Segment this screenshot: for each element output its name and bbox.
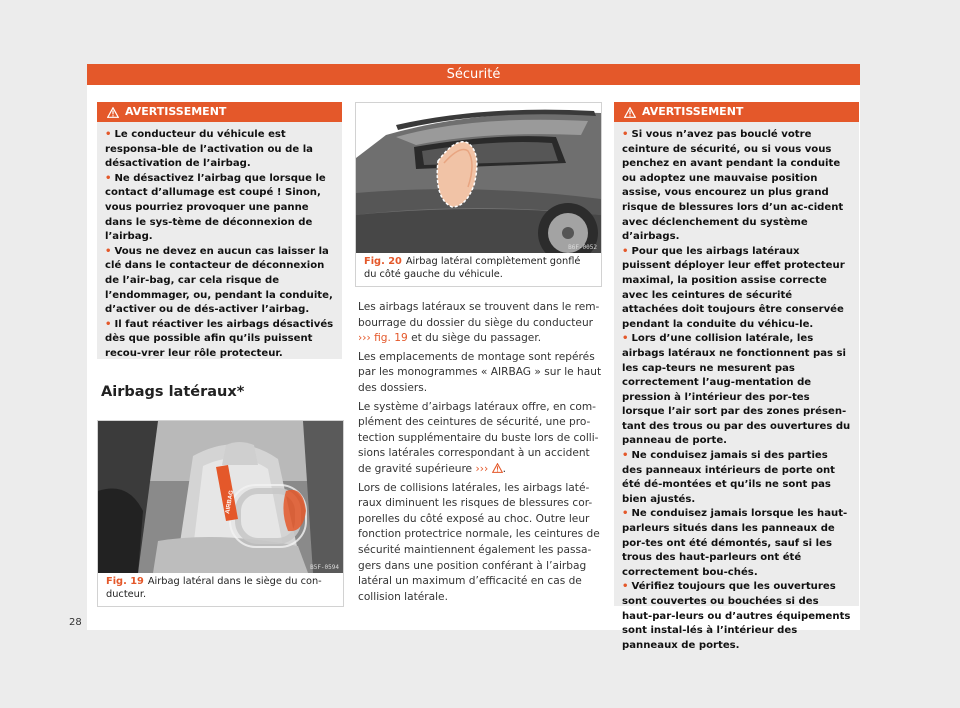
- warning-box-right: [614, 102, 859, 651]
- figure-code: B6F-0052: [568, 244, 597, 251]
- warning-header: [97, 102, 342, 122]
- figure-code: B5F-0594: [310, 564, 339, 571]
- warning-title: AVERTISSEMENT: [125, 105, 227, 118]
- body-text: [358, 300, 603, 608]
- car-side-airbag-photo: [356, 103, 601, 253]
- caption-text: Airbag latéral dans le siège du con-ducteur.: [106, 576, 322, 600]
- figure-caption: [364, 256, 595, 281]
- warning-item: • Ne conduisez jamais si des parties des panneaux intérieurs de porte ont été dé-montées et qu’ils ne sont pas bien ajustés.: [622, 450, 836, 505]
- warning-item: • Ne désactivez l’airbag que lorsque le contact d’allumage est coupé ! Sinon, vous pourriez provoquer une panne dans le sys-tème de déconnexion de l’airbag.: [105, 172, 326, 243]
- figure-number: Fig. 19: [106, 576, 144, 587]
- figure-number: Fig. 20: [364, 256, 402, 267]
- section-title: Airbags latéraux*: [101, 384, 245, 400]
- figure-19: [97, 420, 344, 607]
- seat-airbag-photo: [98, 421, 343, 573]
- caption-text: Airbag latéral complètement gonflé du côté gauche du véhicule.: [364, 256, 581, 280]
- paragraph: Lors de collisions latérales, les airbags laté-raux diminuent les risques de blessures cor-porelles du côté exposé au choc. Outre leur fonction protectrice normale, les ceintures de sécurité maintiennent également les passa-gers dans une position conférant à l’airbag latéral un maximum d’efficacité en cas de collision latérale.: [358, 481, 600, 603]
- warning-item: • Vérifiez toujours que les ouvertures sont couvertes ou bouchées si des haut-par-leurs ou d’autres équipements sont instal-lés à l’intérieur des panneaux de portes.: [622, 581, 851, 651]
- warning-reference-icon[interactable]: [492, 463, 503, 473]
- warning-list: [614, 122, 859, 653]
- warning-item: • Pour que les airbags latéraux puissent déployer leur effet protecteur maximal, la position assise correcte avec les ceintures de sécurité attachées doit toujours être conservée pendant la conduite du véhicu-le.: [622, 245, 845, 330]
- page-header: Sécurité: [87, 64, 860, 85]
- warning-item: • Lors d’une collision latérale, les airbags latéraux ne fonctionnent pas si les cap-teurs ne mesurent pas correctement l’aug-mentation de pression à l’intérieur des por-tes lorsque l’air sort par des zones présen-tant des trous ou par des ouvertures du panneau de porte.: [622, 333, 851, 447]
- warning-list: [97, 122, 342, 362]
- figure-caption: [106, 576, 337, 601]
- warning-box-left: [97, 102, 342, 359]
- warning-triangle-icon: [624, 107, 636, 118]
- paragraph: Le système d’airbags latéraux offre, en com-plément des ceintures de sécurité, une pro-tection supplémentaire du buste lors de colli-sions latérales correspondant à un accident de gravité supérieure ››› .: [358, 400, 599, 475]
- warning-item: • Le conducteur du véhicule est responsa-ble de l’activation ou de la désactivation de l’airbag.: [105, 129, 313, 170]
- paragraph: Les airbags latéraux se trouvent dans le rem-bourrage du dossier du siège du conducteur ››› fig. 19 et du siège du passager.: [358, 301, 600, 345]
- warning-item: • Vous ne devez en aucun cas laisser la clé dans le contacteur de déconnexion de l’air-bag, car cela risque de l’endommager, ou, pendant la conduite, d’activer ou de dés-activer l’airbag.: [105, 245, 333, 316]
- warning-item: • Ne conduisez jamais lorsque les haut-parleurs situés dans les panneaux de por-tes ont été démontés, sauf si les trous des haut-parleurs ont été correctement bou-chés.: [622, 508, 848, 578]
- warning-title: AVERTISSEMENT: [642, 105, 744, 118]
- page-number: 28: [69, 617, 82, 628]
- warning-header: [614, 102, 859, 122]
- airbag-seat-label: AIRBAG: [225, 489, 236, 515]
- figure-20: [355, 102, 602, 287]
- warning-item: • Si vous n’avez pas bouclé votre ceinture de sécurité, ou si vous vous penchez en avant pendant la conduite ou adoptez une mauvaise position assise, vous encourez un plus grand risque de blessures lors d’un ac-cident avec déclenchement du système d’airbags.: [622, 129, 844, 243]
- paragraph: Les emplacements de montage sont repérés par les monogrammes « AIRBAG » sur le haut des dossiers.: [358, 350, 602, 394]
- warning-item: • Il faut réactiver les airbags désactivés dès que possible afin qu’ils puissent recou-vrer leur rôle protecteur.: [105, 318, 334, 359]
- figure-19-link[interactable]: fig. 19: [374, 332, 408, 345]
- warning-triangle-icon: [107, 107, 119, 118]
